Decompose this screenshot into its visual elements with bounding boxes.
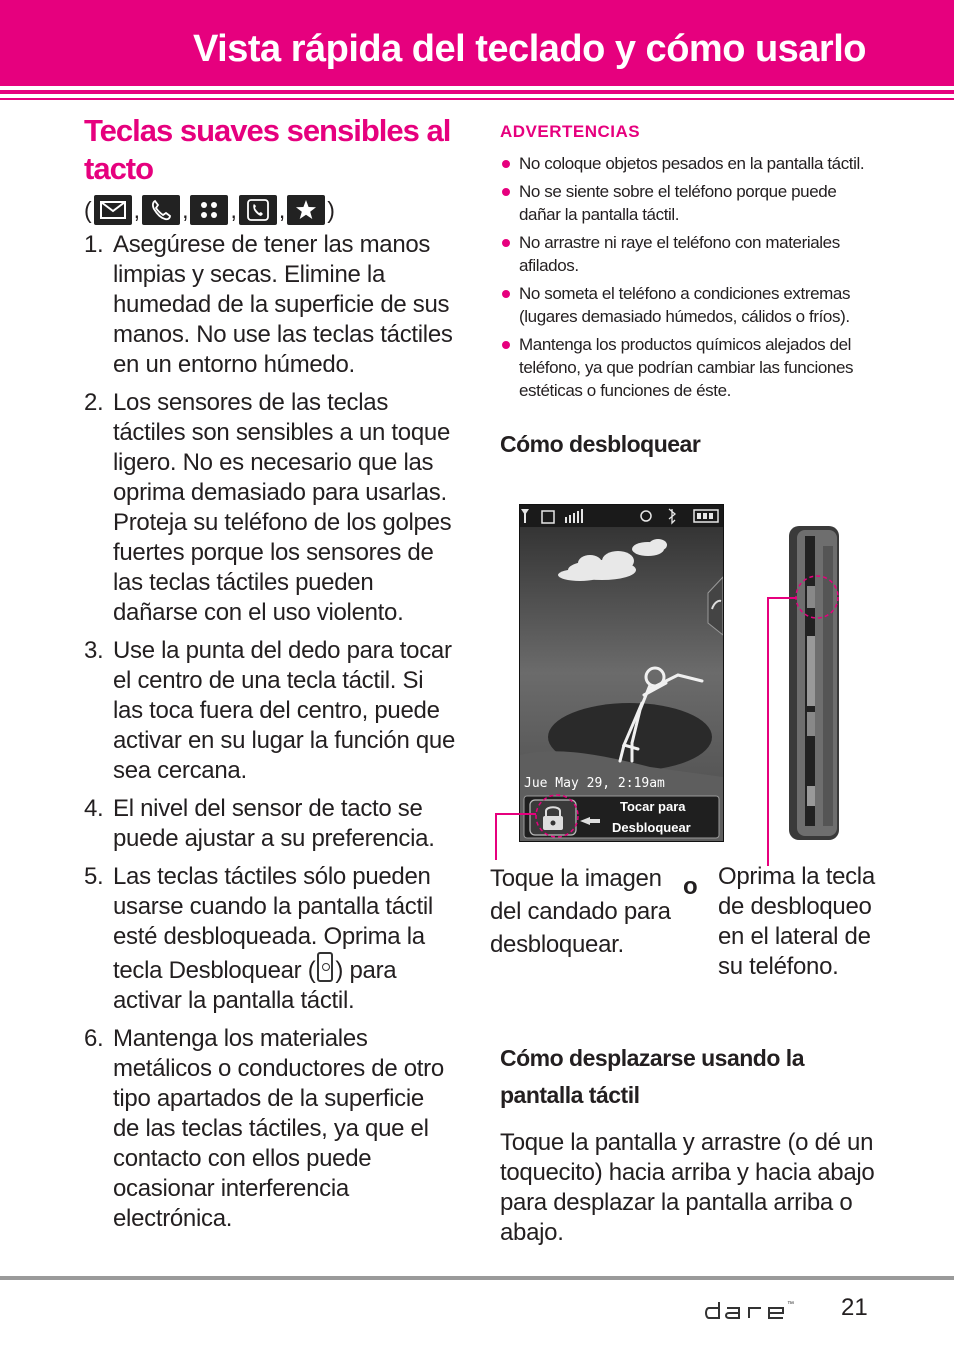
svg-text:™: ™ — [787, 1301, 794, 1308]
page-number: 21 — [841, 1294, 868, 1321]
dare-logo — [703, 1296, 823, 1329]
item-text: Asegúrese de tener las manos limpias y secas. Elimine la humedad de la superficie de sus manos. No use las teclas táctiles en un entorno húmedo. — [113, 231, 453, 378]
item-text: Los sensores de las teclas táctiles son sensibles a un toque ligero. No es necesario que las oprima demasiado para usarlas. Proteja su teléfono de los golpes fuertes porque los sensores de las teclas táctiles pueden dañarse con el uso violento. — [113, 389, 452, 626]
warning-item: No se siente sobre el teléfono porque puede dañar la pantalla táctil. — [500, 180, 880, 226]
item-text: Use la punta del dedo para tocar el centro de una tecla táctil. Si las toca fuera del centro, puede activar en su lugar la función que sea cercana. — [113, 637, 456, 784]
item-text: Mantenga los materiales metálicos o conductores de otro tipo apartados de la superficie de las teclas táctiles, ya que el contacto con ellos puede ocasionar interferencia electrónica. — [113, 1025, 444, 1232]
scroll-text: Toque la pantalla y arrastre (o dé un toquecito) hacia arriba y hacia abajo para desplazar la pantalla arriba o abajo. — [500, 1129, 875, 1246]
warning-item: No arrastre ni raye el teléfono con materiales afilados. — [500, 231, 880, 277]
footer-divider — [0, 1276, 954, 1280]
item-number: 6. — [84, 1025, 104, 1052]
scroll-title: Cómo desplazarse usando la pantalla táctil — [500, 1045, 804, 1108]
item-text: Las teclas táctiles sólo pueden usarse cuando la pantalla táctil esté desbloqueada. Oprima la tecla Desbloquear ( — [113, 863, 433, 984]
item-text-cont: ) para activar la pantalla táctil. — [113, 957, 397, 1014]
warnings-title: ADVERTENCIAS — [500, 122, 641, 141]
item-number: 3. — [84, 637, 104, 664]
item-number: 5. — [84, 863, 104, 890]
warning-item: No coloque objetos pesados en la pantalla táctil. — [500, 152, 880, 175]
item-number: 4. — [84, 795, 104, 822]
warning-item: No someta el teléfono a condiciones extremas (lugares demasiado húmedos, cálidos o fríos). — [500, 282, 880, 328]
screen-date: Jue May 29, 2:19am — [524, 776, 665, 791]
unlock-title: Cómo desbloquear — [500, 431, 701, 457]
screen-button-line2: Desbloquear — [612, 820, 691, 835]
separator: , — [133, 196, 141, 223]
separator: , — [230, 196, 237, 223]
paren-open: ( — [84, 196, 92, 223]
paren-close: ) — [327, 196, 335, 223]
separator: , — [182, 196, 189, 223]
separator: , — [278, 196, 286, 223]
warning-item: Mantenga los productos químicos alejados del teléfono, ya que podrían cambiar las funciones estéticas o funciones de éste. — [500, 333, 880, 402]
section-title: Teclas suaves sensibles al tacto — [84, 113, 451, 186]
page-title: Vista rápida del teclado y cómo usarlo — [193, 28, 866, 70]
item-text: El nivel del sensor de tacto se puede ajustar a su preferencia. — [113, 795, 435, 852]
caption-or: o — [683, 873, 698, 900]
caption-tap-lock: Toque la imagen del candado para desbloquear. — [490, 865, 671, 958]
item-number: 2. — [84, 389, 104, 416]
caption-press-key: Oprima la tecla de desbloqueo en el lateral de su teléfono. — [718, 863, 875, 980]
item-number: 1. — [84, 231, 104, 258]
screen-button-line1: Tocar para — [620, 799, 686, 814]
